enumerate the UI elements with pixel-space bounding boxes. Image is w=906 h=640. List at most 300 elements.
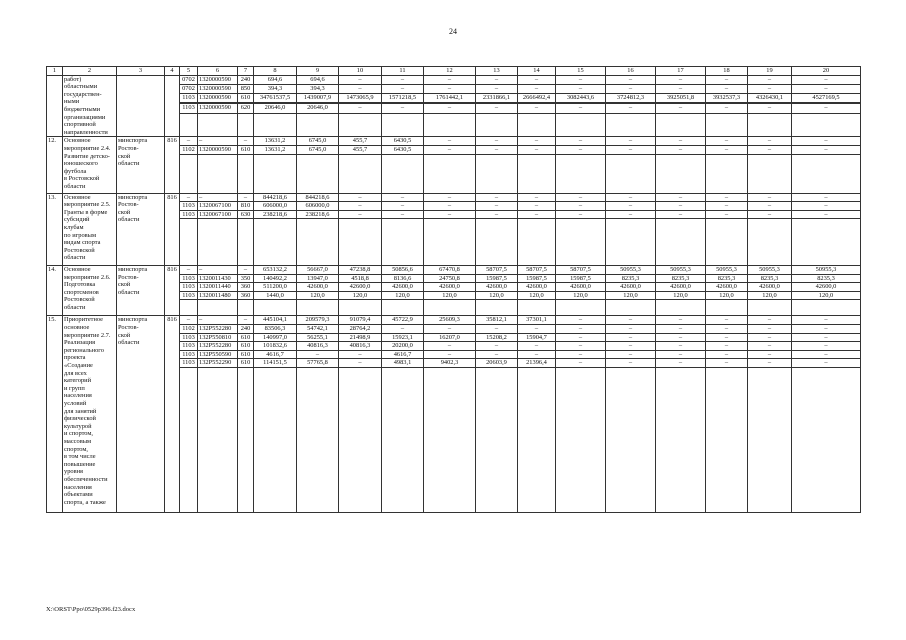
empty-cell <box>518 219 556 266</box>
table-cell: 50955,3 <box>706 265 748 274</box>
executor <box>117 316 165 513</box>
table-cell: 20646,0 <box>254 104 297 113</box>
table-cell: 4326430,1 <box>748 94 792 103</box>
column-header: 18 <box>706 67 748 76</box>
table-cell: 50955,3 <box>606 265 656 274</box>
table-cell: 54742,1 <box>297 325 339 334</box>
table-cell: 1103 <box>180 359 198 368</box>
table-cell: – <box>606 316 656 325</box>
table-cell: – <box>748 75 792 84</box>
empty-cell <box>424 219 476 266</box>
empty-cell <box>254 154 297 193</box>
empty-cell <box>706 300 748 316</box>
table-cell: – <box>748 84 792 93</box>
table-cell: 120,0 <box>297 291 339 300</box>
table-cell: – <box>556 342 606 351</box>
table-cell: 13631,2 <box>254 145 297 154</box>
table-cell: 15987,5 <box>556 274 606 283</box>
table-cell: 653132,2 <box>254 265 297 274</box>
empty-cell <box>656 113 706 137</box>
table-cell: 114151,5 <box>254 359 297 368</box>
table-cell: – <box>476 104 518 113</box>
table-cell: – <box>556 350 606 359</box>
table-cell: – <box>606 325 656 334</box>
empty-cell <box>297 154 339 193</box>
table-cell: – <box>518 210 556 219</box>
table-cell: 56255,1 <box>297 333 339 342</box>
table-cell: – <box>518 342 556 351</box>
table-cell: – <box>792 202 861 211</box>
executor-line: минспорта <box>118 316 148 324</box>
empty-cell <box>198 154 238 193</box>
table-cell: – <box>424 193 476 202</box>
table-cell: – <box>339 359 382 368</box>
measure-name-line: клубам <box>64 223 84 231</box>
measure-name-line: объектами <box>64 491 93 499</box>
empty-cell <box>476 219 518 266</box>
table-row <box>47 137 861 146</box>
executor-line: Ростов- <box>118 324 139 332</box>
table-cell: 9402,3 <box>424 359 476 368</box>
table-cell: 40816,3 <box>297 342 339 351</box>
table-cell: – <box>198 316 238 325</box>
measure-name-line: повышение <box>64 460 96 468</box>
empty-cell <box>792 219 861 266</box>
table-cell: – <box>556 325 606 334</box>
table-cell: – <box>748 137 792 146</box>
table-cell: 120,0 <box>706 291 748 300</box>
table-cell: 42600,0 <box>382 283 424 292</box>
table-cell: – <box>198 137 238 146</box>
empty-cell <box>198 368 238 513</box>
table-cell: 511200,0 <box>254 283 297 292</box>
executor <box>117 75 165 137</box>
executor <box>117 137 165 193</box>
table-cell: – <box>238 265 254 274</box>
table-cell: 4616,7 <box>254 350 297 359</box>
table-cell: – <box>382 104 424 113</box>
table-cell: – <box>518 104 556 113</box>
table-cell: – <box>606 210 656 219</box>
table-cell: 120,0 <box>476 291 518 300</box>
table-cell: – <box>792 342 861 351</box>
empty-cell <box>476 154 518 193</box>
table-cell: 42600,0 <box>656 283 706 292</box>
table-cell: – <box>180 137 198 146</box>
table-cell: 42600,0 <box>476 283 518 292</box>
measure-name-line: видам спорта <box>64 239 101 247</box>
table-cell: – <box>792 84 861 93</box>
table-cell: – <box>656 75 706 84</box>
table-cell: – <box>556 137 606 146</box>
table-cell: – <box>748 325 792 334</box>
executor-line: минспорта <box>118 137 148 145</box>
table-cell: 15208,2 <box>476 333 518 342</box>
measure-name-line: области <box>64 182 86 190</box>
empty-cell <box>339 113 382 137</box>
table-cell: – <box>198 265 238 274</box>
table-cell: 120,0 <box>424 291 476 300</box>
table-cell: 844218,6 <box>254 193 297 202</box>
table-cell: – <box>518 84 556 93</box>
table-cell: 4616,7 <box>382 350 424 359</box>
table-cell: 50955,3 <box>656 265 706 274</box>
measure-name-line: массовым <box>64 437 92 445</box>
empty-cell <box>556 113 606 137</box>
table-cell: 240 <box>238 75 254 84</box>
table-cell: – <box>556 359 606 368</box>
table-cell: – <box>656 333 706 342</box>
table-cell: – <box>518 350 556 359</box>
empty-cell <box>339 219 382 266</box>
executor-line: ской <box>118 281 131 289</box>
measure-name-line: спортсменов <box>64 288 99 296</box>
measure-name-line: Ростовской <box>64 296 95 304</box>
empty-cell <box>656 219 706 266</box>
executor-line: минспорта <box>118 265 148 273</box>
table-cell: – <box>556 145 606 154</box>
measure-name-line: для занятий <box>64 407 97 415</box>
executor <box>117 193 165 265</box>
table-cell: 394,3 <box>254 84 297 93</box>
measure-name-line: мероприятие 2.4. <box>64 144 111 152</box>
empty-cell <box>339 368 382 513</box>
column-header: 13 <box>476 67 518 76</box>
table-cell: – <box>518 137 556 146</box>
table-cell: 8235,3 <box>792 274 861 283</box>
table-cell: – <box>556 84 606 93</box>
table-cell: 50856,6 <box>382 265 424 274</box>
table-cell: – <box>792 145 861 154</box>
table-cell: – <box>476 137 518 146</box>
table-cell: – <box>706 84 748 93</box>
table-cell: – <box>606 359 656 368</box>
table-cell: – <box>748 210 792 219</box>
table-cell: 6745,0 <box>297 137 339 146</box>
table-cell: 4983,1 <box>382 359 424 368</box>
table-cell: 1103 <box>180 333 198 342</box>
empty-cell <box>748 219 792 266</box>
column-header: 15 <box>556 67 606 76</box>
table-cell: 1320011480 <box>198 291 238 300</box>
measure-name-line: Гранты в форме <box>64 208 108 216</box>
table-row <box>47 265 861 274</box>
empty-cell <box>180 113 198 137</box>
table-cell: 120,0 <box>748 291 792 300</box>
table-cell: 47238,8 <box>339 265 382 274</box>
table-cell: – <box>476 145 518 154</box>
empty-cell <box>706 113 748 137</box>
table-cell: 42600,0 <box>339 283 382 292</box>
table-cell: 120,0 <box>382 291 424 300</box>
table-cell: 8136,6 <box>382 274 424 283</box>
page-number: 24 <box>449 27 457 36</box>
table-cell: – <box>656 137 706 146</box>
empty-cell <box>180 219 198 266</box>
column-header: 17 <box>656 67 706 76</box>
table-cell: – <box>792 104 861 113</box>
row-number: 14. <box>47 265 63 316</box>
empty-cell <box>382 113 424 137</box>
table-cell: – <box>656 104 706 113</box>
table-cell: – <box>748 359 792 368</box>
measure-name-line: мероприятие 2.6. <box>64 273 111 281</box>
table-cell: 1103 <box>180 202 198 211</box>
table-cell: – <box>706 333 748 342</box>
table-cell: 1320000590 <box>198 84 238 93</box>
table-cell: – <box>424 325 476 334</box>
empty-cell <box>556 154 606 193</box>
table-cell: – <box>792 350 861 359</box>
measure-name-line: Подготовка <box>64 281 96 289</box>
empty-cell <box>424 300 476 316</box>
table-cell: – <box>476 75 518 84</box>
table-cell: 120,0 <box>606 291 656 300</box>
table-cell: – <box>424 75 476 84</box>
measure-name-line: областными <box>64 83 98 91</box>
table-cell: 34761537,5 <box>254 94 297 103</box>
empty-cell <box>606 368 656 513</box>
table-cell: – <box>476 202 518 211</box>
empty-cell <box>748 154 792 193</box>
empty-cell <box>254 300 297 316</box>
measure-name-line: уровня <box>64 468 83 476</box>
table-cell: 13947,0 <box>297 274 339 283</box>
table-cell: 630 <box>238 210 254 219</box>
table-cell: – <box>476 84 518 93</box>
empty-cell <box>792 368 861 513</box>
table-cell: 45722,9 <box>382 316 424 325</box>
table-cell: 58707,5 <box>476 265 518 274</box>
table-cell: – <box>792 193 861 202</box>
empty-cell <box>606 154 656 193</box>
table-cell: 1439007,9 <box>297 94 339 103</box>
column-header: 7 <box>238 67 254 76</box>
table-cell: – <box>518 193 556 202</box>
empty-cell <box>656 154 706 193</box>
column-header: 6 <box>198 67 238 76</box>
table-cell: – <box>706 325 748 334</box>
table-cell: 1320000590 <box>198 145 238 154</box>
measure-name <box>63 137 117 193</box>
table-row <box>47 316 861 325</box>
table-cell: 37301,1 <box>518 316 556 325</box>
measure-name-line: для всех <box>64 369 87 377</box>
table-cell: – <box>606 193 656 202</box>
column-header: 12 <box>424 67 476 76</box>
table-cell: 1102 <box>180 145 198 154</box>
empty-cell <box>238 219 254 266</box>
table-cell: 42600,0 <box>424 283 476 292</box>
table-cell: 360 <box>238 291 254 300</box>
column-header: 11 <box>382 67 424 76</box>
table-cell: 120,0 <box>792 291 861 300</box>
empty-cell <box>518 154 556 193</box>
empty-cell <box>518 300 556 316</box>
table-cell: 132P550590 <box>198 350 238 359</box>
table-cell: 120,0 <box>556 291 606 300</box>
table-cell: – <box>556 333 606 342</box>
measure-name-line: спортом, <box>64 445 88 453</box>
empty-cell <box>382 368 424 513</box>
table-cell: – <box>748 333 792 342</box>
table-cell: 140492,2 <box>254 274 297 283</box>
grbs-code <box>165 75 180 137</box>
empty-cell <box>518 113 556 137</box>
table-cell: 91079,4 <box>339 316 382 325</box>
table-cell: 238218,6 <box>254 210 297 219</box>
table-cell: 3925051,8 <box>656 94 706 103</box>
table-cell: 6430,5 <box>382 145 424 154</box>
table-cell: 606000,0 <box>254 202 297 211</box>
empty-cell <box>792 113 861 137</box>
empty-cell <box>198 113 238 137</box>
table-cell: 2331866,1 <box>476 94 518 103</box>
empty-cell <box>656 368 706 513</box>
measure-name-line: в Ростовской <box>64 175 100 183</box>
measure-name-line: организациями <box>64 113 106 121</box>
table-cell: – <box>706 202 748 211</box>
executor-line: области <box>118 160 140 168</box>
table-cell: – <box>748 350 792 359</box>
column-header: 9 <box>297 67 339 76</box>
measure-name-line: Основное <box>64 265 91 273</box>
table-cell: 8235,3 <box>606 274 656 283</box>
empty-cell <box>748 113 792 137</box>
table-cell: 120,0 <box>339 291 382 300</box>
measure-name-line: Ростовской <box>64 246 95 254</box>
measure-name-line: спорта, а также <box>64 498 106 506</box>
measure-name-line: мероприятие 2.5. <box>64 201 111 209</box>
measure-name-line: регионального <box>64 346 104 354</box>
table-cell: – <box>297 350 339 359</box>
table-cell: – <box>382 210 424 219</box>
table-cell: 21498,9 <box>339 333 382 342</box>
table-cell: – <box>706 359 748 368</box>
table-cell: – <box>792 325 861 334</box>
measure-name-line: Реализация <box>64 339 96 347</box>
executor-line: области <box>118 216 140 224</box>
grbs-code: 816 <box>165 193 180 265</box>
table-cell: 132P552280 <box>198 342 238 351</box>
empty-cell <box>238 300 254 316</box>
empty-cell <box>297 219 339 266</box>
measure-name-line: и групп <box>64 384 85 392</box>
table-cell: 16207,0 <box>424 333 476 342</box>
table-cell: 1320011440 <box>198 283 238 292</box>
measure-name-line: условий <box>64 400 87 407</box>
header-row <box>47 67 861 76</box>
table-body <box>47 67 861 513</box>
table-cell: – <box>238 193 254 202</box>
table-cell: – <box>706 193 748 202</box>
table-cell: 1320000590 <box>198 104 238 113</box>
table-cell: – <box>180 193 198 202</box>
table-cell: 42600,0 <box>706 283 748 292</box>
table-cell: 610 <box>238 333 254 342</box>
empty-cell <box>424 154 476 193</box>
table-cell: 58707,5 <box>518 265 556 274</box>
measure-name-line: мероприятие 2.7. <box>64 331 111 339</box>
table-cell: 132P552280 <box>198 325 238 334</box>
table-cell: 13631,2 <box>254 137 297 146</box>
table-cell: 455,7 <box>339 137 382 146</box>
table-cell: 42600,0 <box>748 283 792 292</box>
table-cell: 15987,5 <box>476 274 518 283</box>
budget-table <box>46 66 861 513</box>
table-cell: – <box>424 84 476 93</box>
column-header: 20 <box>792 67 861 76</box>
measure-name-line: населения <box>64 483 92 491</box>
empty-cell <box>297 368 339 513</box>
empty-cell <box>792 300 861 316</box>
empty-cell <box>382 154 424 193</box>
table-cell: – <box>656 316 706 325</box>
table-cell: – <box>656 145 706 154</box>
empty-cell <box>556 219 606 266</box>
table-cell: 6430,5 <box>382 137 424 146</box>
table-cell: – <box>556 316 606 325</box>
table-row <box>47 193 861 202</box>
table-cell: – <box>476 342 518 351</box>
table-cell: – <box>180 316 198 325</box>
table-cell: 42600,0 <box>518 283 556 292</box>
empty-cell <box>748 300 792 316</box>
empty-cell <box>424 368 476 513</box>
empty-cell <box>656 300 706 316</box>
table-cell: 238218,6 <box>297 210 339 219</box>
measure-name-line: и спортом, <box>64 430 94 438</box>
table-cell: 15923,1 <box>382 333 424 342</box>
table-cell: – <box>656 359 706 368</box>
empty-cell <box>556 368 606 513</box>
empty-cell <box>518 368 556 513</box>
table-cell: – <box>518 145 556 154</box>
table-cell: 610 <box>238 145 254 154</box>
measure-name-line: «Создание <box>64 362 93 370</box>
table-cell: 28764,2 <box>339 325 382 334</box>
table-cell: – <box>748 104 792 113</box>
table-cell: – <box>180 265 198 274</box>
column-header: 4 <box>165 67 180 76</box>
table-cell: 50955,3 <box>792 265 861 274</box>
table-cell: 694,6 <box>254 75 297 84</box>
empty-cell <box>198 300 238 316</box>
executor-line: ской <box>118 152 131 160</box>
table-cell: – <box>706 75 748 84</box>
table-cell: 1320067100 <box>198 202 238 211</box>
table-cell: 1761442,1 <box>424 94 476 103</box>
table-cell: 606000,0 <box>297 202 339 211</box>
table-cell: – <box>556 75 606 84</box>
table-cell: – <box>656 210 706 219</box>
column-header: 10 <box>339 67 382 76</box>
table-cell: – <box>706 316 748 325</box>
table-cell: – <box>382 325 424 334</box>
table-cell: 1103 <box>180 291 198 300</box>
table-cell: – <box>476 210 518 219</box>
measure-name-line: направленности <box>64 128 108 136</box>
table-cell: 1320067100 <box>198 210 238 219</box>
table-cell: 610 <box>238 94 254 103</box>
table-cell: 25609,3 <box>424 316 476 325</box>
table-cell: 1103 <box>180 350 198 359</box>
measure-name <box>63 193 117 265</box>
table-cell: – <box>339 350 382 359</box>
table-cell: – <box>792 75 861 84</box>
table-cell: – <box>424 202 476 211</box>
executor-line: Ростов- <box>118 273 139 281</box>
